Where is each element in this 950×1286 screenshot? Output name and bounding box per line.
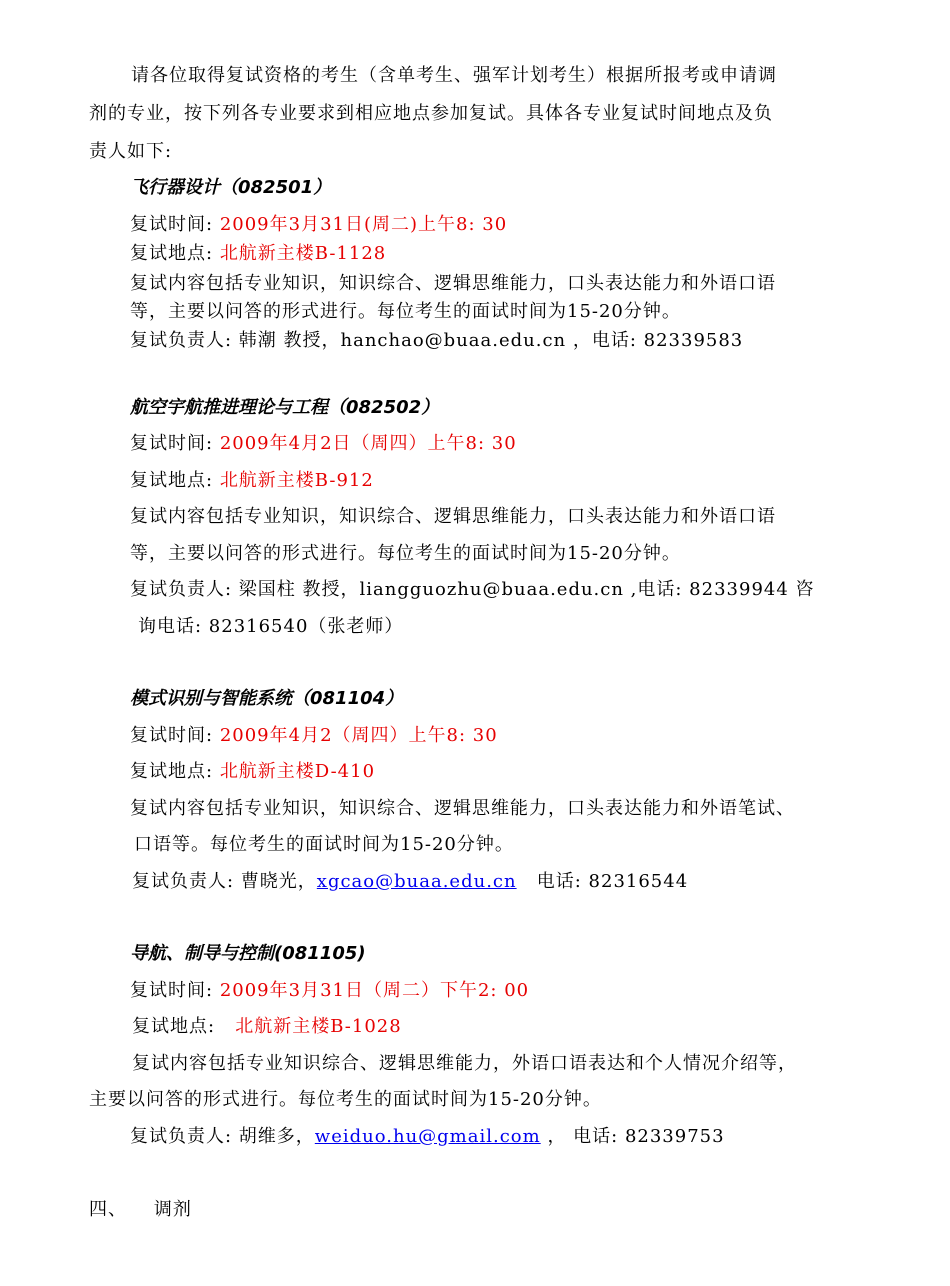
section-title-aircraft-design: 飞行器设计（082501） xyxy=(130,177,332,198)
content-line-1: 复试内容包括专业知识，知识综合、逻辑思维能力，口头表达能力和外语口语 xyxy=(130,506,776,527)
interview-place-row xyxy=(130,240,386,268)
time-value: 2009年3月31日(周二)上午8: 30 xyxy=(219,214,508,235)
section-heading-text: 调剂 xyxy=(153,1199,192,1220)
contact-line: 复试负责人: 韩潮 教授，hanchao@buaa.edu.cn ，电话: 82339583 xyxy=(130,330,744,351)
contact-email-link[interactable]: xgcao@buaa.edu.cn xyxy=(316,871,517,892)
contact-line-2: 询电话: 82316540（张老师） xyxy=(138,616,404,637)
contact-line xyxy=(132,868,688,896)
contact-line-1: 复试负责人: 梁国柱 教授，liangguozhu@buaa.edu.cn ,电话: 82339944 咨 xyxy=(130,579,815,600)
place-label: 复试地点: xyxy=(130,470,214,491)
contact-phone: ， 电话: 82339753 xyxy=(547,1126,725,1147)
time-value: 2009年4月2日（周四）上午8: 30 xyxy=(219,433,517,454)
content-line-2: 主要以问答的形式进行。每位考生的面试时间为15-20分钟。 xyxy=(89,1089,602,1110)
intro-line-1: 请各位取得复试资格的考生（含单考生、强军计划考生）根据所报考或申请调 xyxy=(131,65,777,86)
place-label: 复试地点: xyxy=(130,243,214,264)
interview-time-row xyxy=(130,977,529,1005)
section-heading-adjustment xyxy=(89,1196,192,1224)
interview-place-row xyxy=(130,758,375,786)
contact-prefix: 复试负责人: 胡维多， xyxy=(130,1126,315,1147)
place-value: 北航新主楼B-1128 xyxy=(219,243,387,264)
contact-line xyxy=(130,1123,725,1151)
time-label: 复试时间: xyxy=(130,725,214,746)
contact-phone: 电话: 82316544 xyxy=(536,871,689,892)
time-label: 复试时间: xyxy=(130,980,214,1001)
time-value: 2009年4月2（周四）上午8: 30 xyxy=(219,725,498,746)
place-label: 复试地点: xyxy=(132,1016,216,1037)
contact-email-link[interactable]: weiduo.hu@gmail.com xyxy=(314,1126,541,1147)
place-label: 复试地点: xyxy=(130,761,214,782)
intro-line-3: 责人如下: xyxy=(89,141,173,162)
section-title-propulsion: 航空宇航推进理论与工程（082502） xyxy=(130,397,440,418)
content-line-1: 复试内容包括专业知识，知识综合、逻辑思维能力，口头表达能力和外语笔试、 xyxy=(130,798,795,819)
time-label: 复试时间: xyxy=(130,214,214,235)
content-line-2: 等，主要以问答的形式进行。每位考生的面试时间为15-20分钟。 xyxy=(130,301,681,322)
content-line-1: 复试内容包括专业知识综合、逻辑思维能力，外语口语表达和个人情况介绍等， xyxy=(132,1053,797,1074)
place-value: 北航新主楼D-410 xyxy=(219,761,376,782)
content-line-2: 口语等。每位考生的面试时间为15-20分钟。 xyxy=(134,834,514,855)
interview-place-row xyxy=(132,1013,402,1041)
place-value: 北航新主楼B-1028 xyxy=(235,1016,402,1037)
time-label: 复试时间: xyxy=(130,433,214,454)
intro-line-2: 剂的专业，按下列各专业要求到相应地点参加复试。具体各专业复试时间地点及负 xyxy=(89,103,773,124)
section-number: 四、 xyxy=(89,1199,127,1220)
interview-time-row xyxy=(130,430,517,458)
content-line-2: 等，主要以问答的形式进行。每位考生的面试时间为15-20分钟。 xyxy=(130,543,681,564)
interview-time-row xyxy=(130,722,498,750)
interview-place-row xyxy=(130,467,374,495)
content-line-1: 复试内容包括专业知识，知识综合、逻辑思维能力，口头表达能力和外语口语 xyxy=(130,273,776,294)
section-title-navigation: 导航、制导与控制(081105) xyxy=(130,943,366,964)
section-title-pattern-recognition: 模式识别与智能系统（081104） xyxy=(130,688,404,709)
contact-prefix: 复试负责人: 曹晓光， xyxy=(132,871,317,892)
interview-time-row xyxy=(130,211,507,239)
time-value: 2009年3月31日（周二）下午2: 00 xyxy=(219,980,530,1001)
place-value: 北航新主楼B-912 xyxy=(219,470,374,491)
